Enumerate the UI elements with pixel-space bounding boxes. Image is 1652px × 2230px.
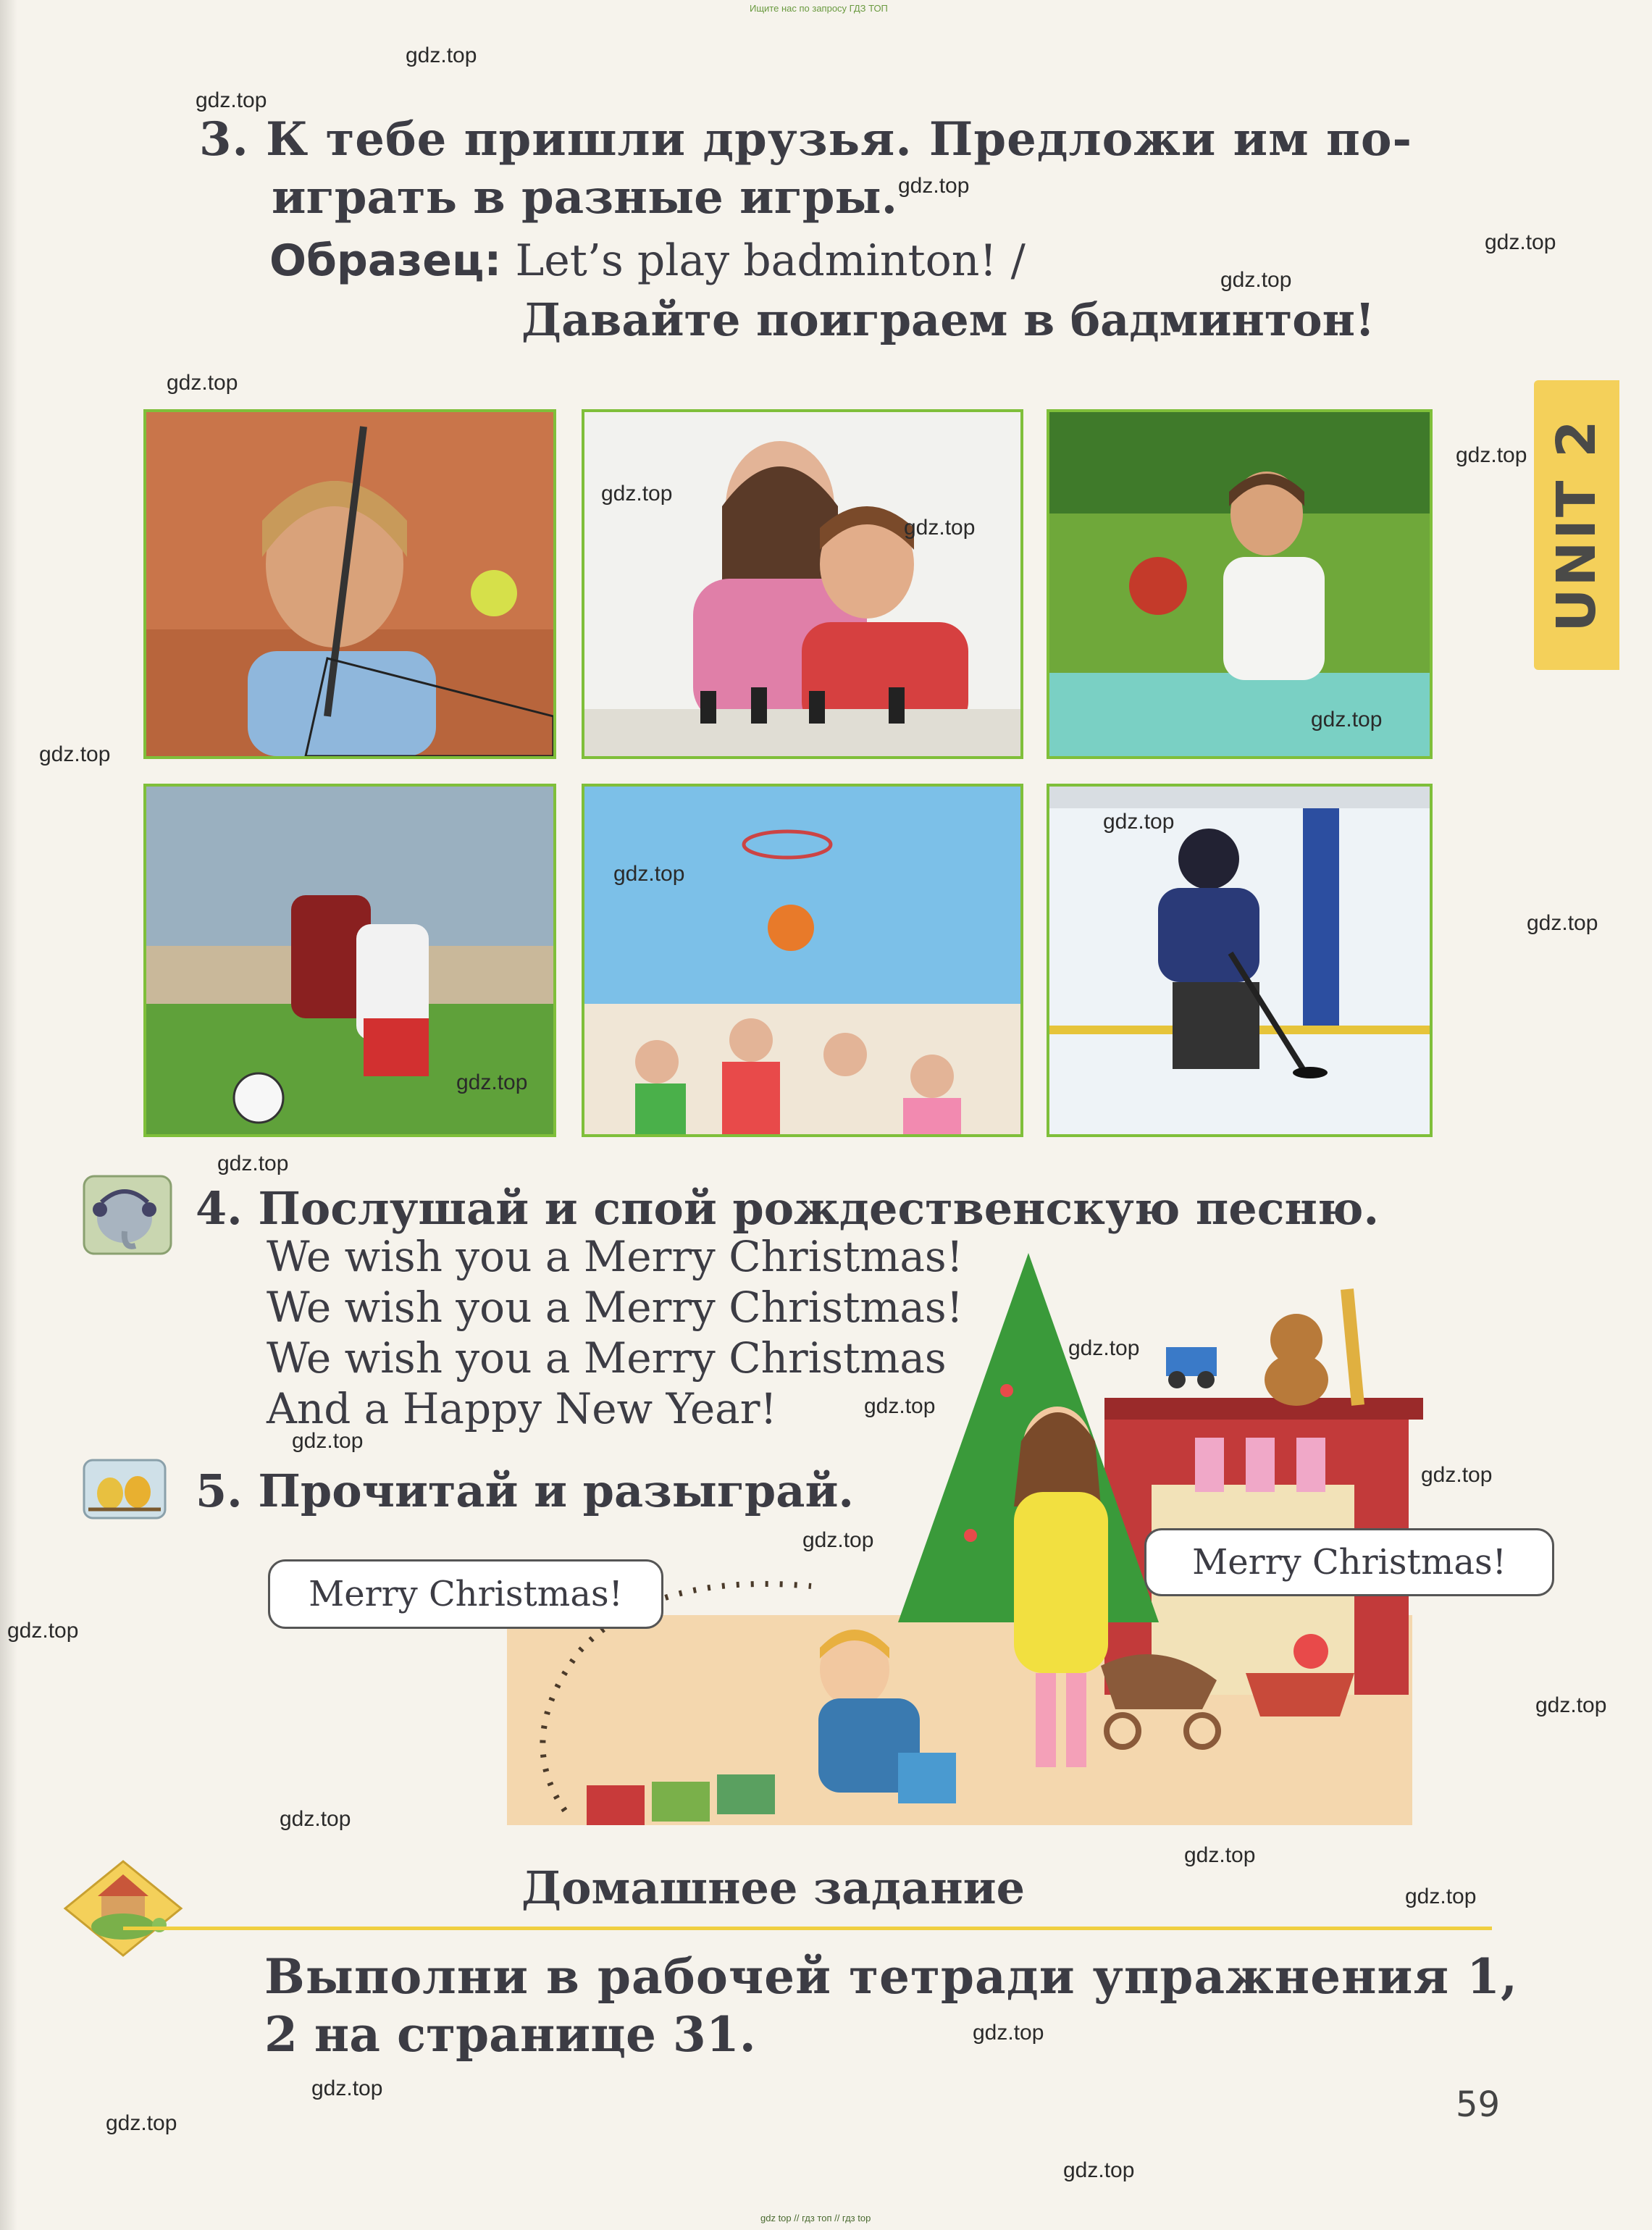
watermark: gdz.top [280, 1807, 351, 1831]
song-line-1: We wish you a Merry Christmas! [267, 1232, 963, 1281]
watermark: gdz.top [1405, 1885, 1477, 1908]
watermark: gdz.top [167, 371, 238, 395]
watermark: gdz.top [456, 1070, 528, 1094]
exercise-4-title: Послушай и спой рождественскую песню. [258, 1182, 1380, 1235]
watermark: gdz.top [196, 88, 267, 112]
header-note: Ищите нас по запросу ГДЗ ТОП [750, 3, 888, 14]
watermark: gdz.top [898, 174, 970, 198]
homework-rule [123, 1927, 1492, 1930]
watermark: gdz.top [904, 516, 976, 540]
page-gutter-shadow [0, 0, 17, 2230]
unit-tab-label: UNIT 2 [1546, 418, 1608, 632]
watermark: gdz.top [1527, 911, 1598, 935]
watermark: gdz.top [217, 1152, 289, 1175]
watermark: gdz.top [613, 862, 685, 886]
watermark: gdz.top [7, 1619, 79, 1643]
watermark: gdz.top [1485, 230, 1556, 254]
watermark: gdz.top [1220, 268, 1292, 292]
photo-tennis [143, 409, 556, 759]
unit-tab [1534, 380, 1619, 670]
song-line-2: We wish you a Merry Christmas! [267, 1283, 963, 1332]
footer-note: gdz top // гдз топ // гдз top [760, 2213, 871, 2223]
sample-english: Let’s play badminton! / [515, 235, 1026, 286]
watermark: gdz.top [1311, 708, 1383, 732]
elephant-headphones-icon [81, 1173, 174, 1257]
song-line-3: We wish you a Merry Christmas [267, 1333, 947, 1383]
exercise-3-number: 3. [199, 112, 249, 167]
exercise-5-title: Прочитай и разыграй. [258, 1464, 855, 1517]
watermark: gdz.top [1184, 1843, 1256, 1867]
watermark: gdz.top [1421, 1463, 1493, 1487]
exercise-3-sample [269, 235, 1026, 286]
photo-hockey [1047, 784, 1433, 1137]
watermark: gdz.top [802, 1528, 874, 1552]
watermark: gdz.top [106, 2111, 177, 2135]
exercise-3-heading [199, 112, 1412, 167]
exercise-5-heading [196, 1464, 854, 1517]
watermark: gdz.top [1063, 2158, 1135, 2182]
watermark: gdz.top [864, 1394, 936, 1418]
watermark: gdz.top [1103, 810, 1175, 834]
homework-line2: 2 на странице 31. [264, 2006, 756, 2063]
watermark: gdz.top [1456, 443, 1527, 467]
watermark: gdz.top [406, 43, 477, 67]
exercise-3-line1: К тебе пришли друзья. Предложи им по- [266, 112, 1413, 167]
page-number: 59 [1456, 2084, 1501, 2125]
homework-title: Домашнее задание [521, 1861, 1026, 1914]
homework-line1: Выполни в рабочей тетради упражнения 1, [264, 1948, 1518, 2005]
photo-basketball [582, 784, 1023, 1137]
speech-bubble-girl: Merry Christmas! [1144, 1528, 1554, 1596]
exercise-5-number: 5. [196, 1464, 243, 1517]
watermark: gdz.top [311, 2076, 383, 2100]
exercise-4-heading [196, 1182, 1379, 1235]
watermark: gdz.top [973, 2021, 1044, 2045]
exercise-4-number: 4. [196, 1182, 243, 1235]
song-line-4: And a Happy New Year! [267, 1384, 777, 1433]
sample-label: Образец: [269, 235, 502, 286]
speech-bubble-boy: Merry Christmas! [268, 1559, 663, 1629]
watermark: gdz.top [39, 742, 111, 766]
watermark: gdz.top [292, 1429, 364, 1453]
exercise-3-line2: играть в разные игры. [272, 170, 897, 225]
birds-icon [81, 1457, 168, 1521]
watermark: gdz.top [1535, 1693, 1607, 1717]
turtle-house-icon [58, 1854, 188, 1963]
sample-russian: Давайте поиграем в бадминтон! [521, 293, 1375, 346]
watermark: gdz.top [1068, 1336, 1140, 1360]
photo-chess [582, 409, 1023, 759]
watermark: gdz.top [601, 482, 673, 506]
photo-table-tennis [1047, 409, 1433, 759]
